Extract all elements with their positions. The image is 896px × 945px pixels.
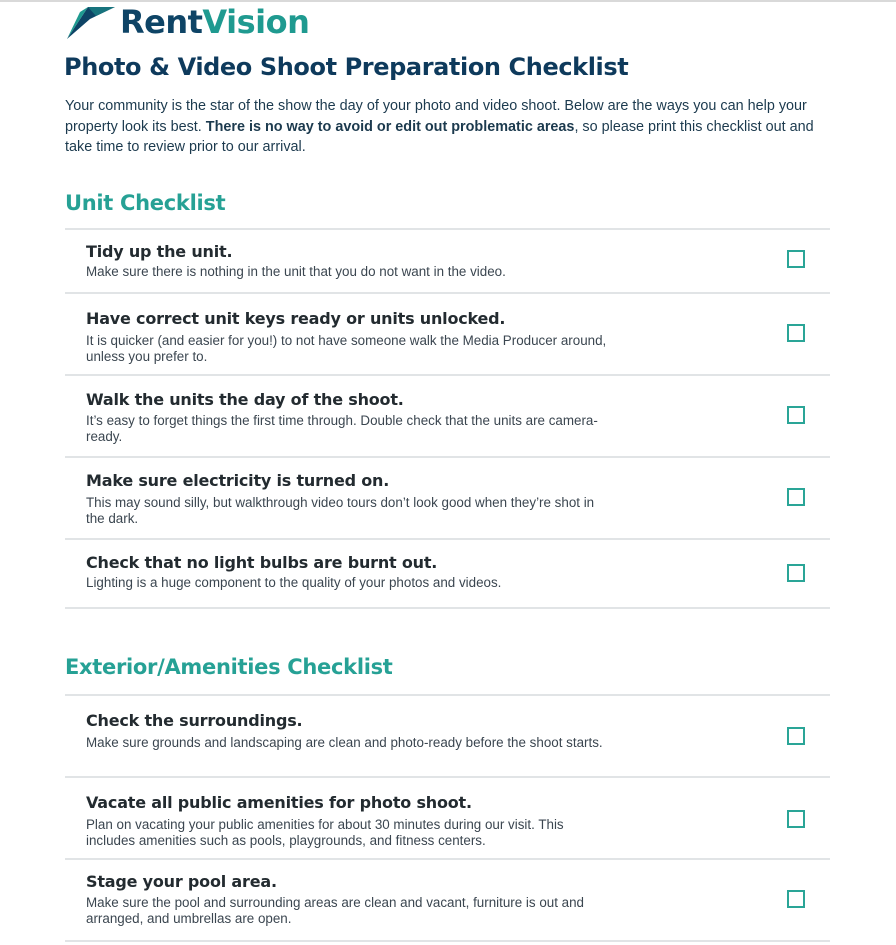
item-title: Have correct unit keys ready or units unlocked. — [86, 309, 506, 328]
item-description: This may sound silly, but walkthrough video tours don’t look good when they’re shot in the dark. — [86, 495, 595, 526]
item-title: Stage your pool area. — [86, 872, 277, 891]
item-checkbox[interactable] — [787, 406, 805, 424]
item-description: Make sure grounds and landscaping are clean and photo-ready before the shoot starts. — [86, 735, 603, 750]
exterior-amenities-checklist-section — [65, 654, 830, 942]
logo-wordmark-rent: Rent — [120, 3, 203, 41]
item-checkbox[interactable] — [787, 324, 805, 342]
item-checkbox[interactable] — [787, 564, 805, 582]
checklist-item — [65, 778, 830, 860]
section-title: Exterior/Amenities Checklist — [65, 655, 393, 679]
checklist-item — [65, 294, 830, 376]
item-checkbox[interactable] — [787, 250, 805, 268]
item-description: Plan on vacating your public amenities for about 30 minutes during our visit. This includes amenities such as pools, playgrounds, and fitness centers. — [86, 817, 564, 848]
intro-paragraph — [65, 96, 825, 158]
rentvision-logo — [66, 2, 309, 42]
item-checkbox[interactable] — [787, 488, 805, 506]
item-description: Lighting is a huge component to the quality of your photos and videos. — [86, 575, 502, 590]
item-title: Check the surroundings. — [86, 711, 303, 730]
item-description: It is quicker (and easier for you!) to not have someone walk the Media Producer around, unless you prefer to. — [86, 333, 607, 364]
page-title: Photo & Video Shoot Preparation Checklist — [64, 53, 629, 81]
checklist-item — [65, 458, 830, 540]
item-checkbox[interactable] — [787, 727, 805, 745]
item-description: Make sure the pool and surrounding areas are clean and vacant, furniture is out and arranged, and umbrellas are open. — [86, 895, 584, 926]
logo-mark-icon — [66, 3, 118, 41]
intro-text-1: Your community is the star of the show the day of your photo and video shoot. Below are the ways you can help your property look its best. — [65, 98, 807, 135]
logo-wordmark — [120, 4, 309, 40]
unit-checklist-section — [65, 190, 830, 609]
logo-wordmark-vision: Vision — [202, 3, 310, 41]
item-title: Vacate all public amenities for photo shoot. — [86, 793, 472, 812]
checklist-item — [65, 540, 830, 609]
checklist-item — [65, 860, 830, 942]
item-title: Tidy up the unit. — [86, 242, 233, 261]
section-title: Unit Checklist — [65, 191, 226, 215]
checklist-item — [65, 230, 830, 294]
item-description: Make sure there is nothing in the unit that you do not want in the video. — [86, 264, 506, 279]
checklist — [65, 228, 830, 609]
item-title: Make sure electricity is turned on. — [86, 471, 390, 490]
checklist-item — [65, 376, 830, 458]
checklist-item — [65, 696, 830, 778]
item-title: Check that no light bulbs are burnt out. — [86, 553, 438, 572]
item-checkbox[interactable] — [787, 810, 805, 828]
item-checkbox[interactable] — [787, 890, 805, 908]
item-title: Walk the units the day of the shoot. — [86, 390, 404, 409]
intro-text-2: , so please print this checklist out and take time to review prior to our arrival. — [65, 118, 814, 155]
item-description: It’s easy to forget things the first time through. Double check that the units are camera-ready. — [86, 413, 598, 444]
intro-bold-text: There is no way to avoid or edit out problematic areas — [205, 118, 575, 135]
checklist — [65, 694, 830, 942]
